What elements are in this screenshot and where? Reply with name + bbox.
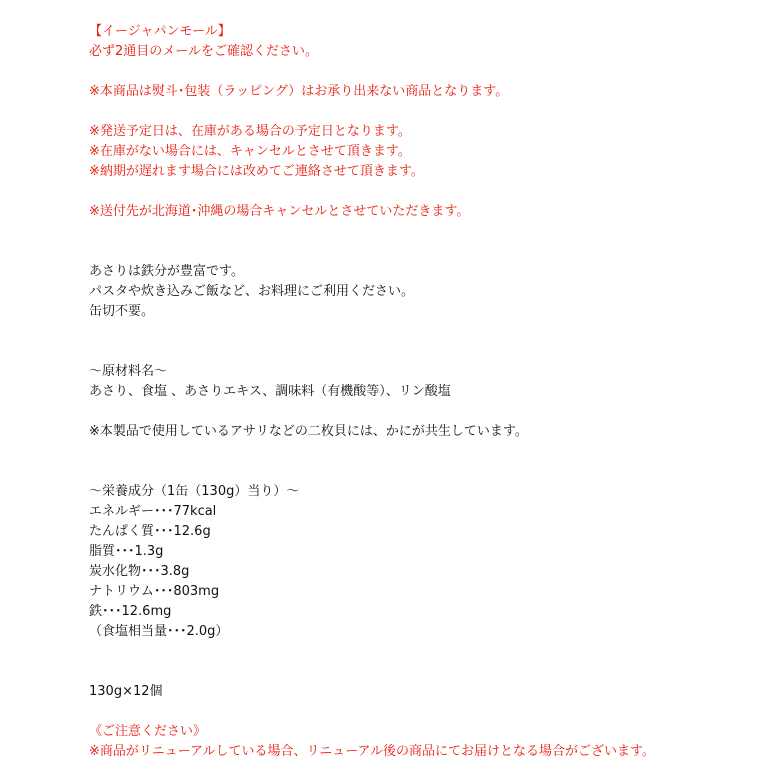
shop-header <box>89 22 749 62</box>
product-intro <box>89 262 749 322</box>
wrapping-notice <box>89 82 749 102</box>
nutrition-heading: ～栄養成分（1缶（130g）当り）～ <box>89 484 300 499</box>
allergen-section <box>89 422 749 442</box>
product-description <box>89 22 749 762</box>
allergen-note: ※本製品で使用しているアサリなどの二枚貝には、かにが共生しています。 <box>89 424 528 439</box>
shipping-notice-line: ※在庫がない場合には、キャンセルとさせて頂きます。 <box>89 144 411 159</box>
ingredients-section <box>89 362 749 402</box>
region-cancel-text: ※送付先が北海道･沖縄の場合キャンセルとさせていただきます。 <box>89 204 470 219</box>
nutrition-item-fat: 脂質･･･1.3g <box>89 544 164 559</box>
caution-heading: 《ご注意ください》 <box>89 724 207 739</box>
caution-text: ※商品がリニューアルしている場合、リニューアル後の商品にてお届けとなる場合がございます。 <box>89 744 655 759</box>
nutrition-item-sodium: ナトリウム･･･803mg <box>89 584 220 599</box>
no-wrapping-text: ※本商品は熨斗･包装（ラッピング）はお承り出来ない商品となります。 <box>89 84 509 99</box>
nutrition-item-iron: 鉄･･･12.6mg <box>89 604 172 619</box>
nutrition-item-energy: エネルギー･･･77kcal <box>89 504 217 519</box>
ingredients-list: あさり、食塩 、あさりエキス、調味料（有機酸等）、リン酸塩 <box>89 384 451 399</box>
caution-section <box>89 722 749 762</box>
description-line: パスタや炊き込みご飯など、お料理にご利用ください。 <box>89 284 415 299</box>
region-notice <box>89 202 749 222</box>
nutrition-item-protein: たんぱく質･･･12.6g <box>89 524 211 539</box>
shop-name: 【イージャパンモール】 <box>89 24 231 39</box>
description-line: あさりは鉄分が豊富です。 <box>89 264 244 279</box>
nutrition-item-carbohydrate: 炭水化物･･･3.8g <box>89 564 190 579</box>
shipping-notice-line: ※発送予定日は、在庫がある場合の予定日となります。 <box>89 124 411 139</box>
nutrition-item-salt: （食塩相当量･･･2.0g） <box>89 624 229 639</box>
package-size: 130g×12個 <box>89 684 163 699</box>
ingredients-heading: ～原材料名～ <box>89 364 168 379</box>
shipping-notices <box>89 122 749 182</box>
nutrition-section <box>89 482 749 642</box>
description-line: 缶切不要。 <box>89 304 155 319</box>
mail-notice: 必ず2通目のメールをご確認ください。 <box>89 44 319 59</box>
shipping-notice-line: ※納期が遅れます場合には改めてご連絡させて頂きます。 <box>89 164 424 179</box>
package-section <box>89 682 749 702</box>
